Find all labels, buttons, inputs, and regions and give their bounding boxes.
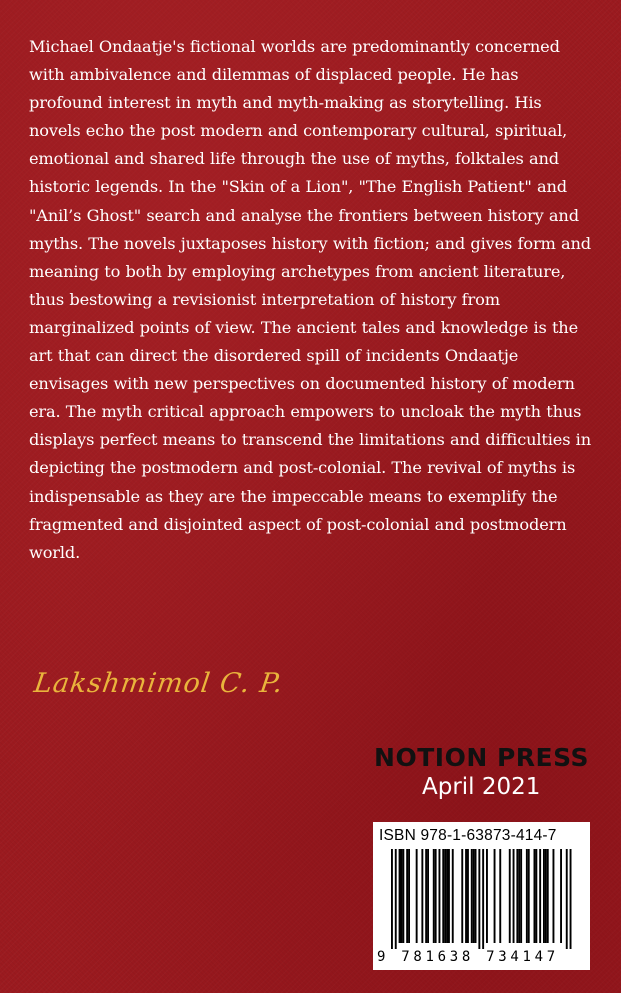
barcode-bar: [439, 849, 441, 943]
barcode-bar: [406, 849, 408, 943]
barcode-bar: [545, 849, 547, 943]
barcode-bar: [446, 849, 448, 943]
barcode-bar: [435, 849, 437, 943]
barcode-bar: [421, 849, 423, 943]
barcode-bar: [471, 849, 473, 943]
barcode-bar: [461, 849, 463, 943]
isbn-barcode: [373, 822, 590, 970]
barcode-bar: [526, 849, 528, 943]
barcode-bar: [452, 849, 454, 943]
barcode-bar: [543, 849, 545, 943]
barcode-bar: [516, 849, 518, 943]
barcode-bar: [427, 849, 429, 943]
barcode-bar: [534, 849, 536, 943]
barcode-bar: [448, 849, 450, 943]
barcode-bar: [513, 849, 515, 943]
barcode-bar: [535, 849, 537, 943]
barcode-bar: [486, 849, 488, 943]
barcode-bar: [570, 849, 572, 949]
barcode-bar: [401, 849, 403, 943]
barcode-bar: [499, 849, 501, 943]
barcode-bar: [402, 849, 404, 943]
barcode-bar: [560, 849, 562, 943]
barcode-bar: [528, 849, 530, 943]
barcode-bar: [395, 849, 397, 949]
barcode-bar: [478, 849, 480, 949]
barcode-bar: [475, 849, 477, 943]
barcode-bar: [520, 849, 522, 943]
barcode-bar: [467, 849, 469, 943]
barcode-bar: [553, 849, 555, 943]
barcode-bar: [425, 849, 427, 943]
barcode-bar: [494, 849, 496, 943]
barcode-bar: [442, 849, 444, 943]
barcode-bar: [416, 849, 418, 943]
barcode-bar: [482, 849, 484, 949]
barcode-bar: [408, 849, 410, 943]
barcode-bar: [465, 849, 467, 943]
barcode-bar: [547, 849, 549, 943]
barcode-bar: [518, 849, 520, 943]
author-signature: Lakshmimol C. P.: [32, 668, 286, 699]
barcode-icon: [379, 849, 584, 949]
back-cover-blurb: Michael Ondaatje's fictional worlds are predominantly concerned with ambivalence and dilemmas of displaced people. He has profound interest in myth and myth-making as storytelling. His novels echo the post modern and contemporary cultural, spiritual, emotional and shared life through the use of myths, folktales and historic legends. In the "Skin of a Lion", "The English Patient" and "Anil’s Ghost" search and analyse the frontiers between history and myths. The novels juxtaposes history with fiction; and gives form and meaning to both by employing archetypes from ancient literature, thus bestowing a revisionist interpretation of history from marginalized points of view. The ancient tales and knowledge is the art that can direct the disordered spill of incidents Ondaatje envisages with new perspectives on documented history of modern era. The myth critical approach empowers to uncloak the myth thus displays perfect means to transcend the limitations and difficulties in depicting the postmodern and post-colonial. The revival of myths is indispensable as they are the impeccable means to exemplify the fragmented and disjointed aspect of post-colonial and postmodern world.: [29, 37, 592, 562]
barcode-digits: 9 781638 734147: [377, 949, 559, 965]
barcode-bar: [399, 849, 401, 943]
barcode-bar: [509, 849, 511, 943]
isbn-label: ISBN 978-1-63873-414-7: [379, 827, 557, 844]
barcode-bar: [433, 849, 435, 943]
barcode-bar: [391, 849, 393, 949]
barcode-bar: [566, 849, 568, 949]
barcode-bar: [444, 849, 446, 943]
publication-date: April 2021: [422, 774, 541, 800]
publisher-name: NOTION PRESS: [374, 743, 589, 772]
barcode-bar: [473, 849, 475, 943]
barcode-bar: [539, 849, 541, 943]
